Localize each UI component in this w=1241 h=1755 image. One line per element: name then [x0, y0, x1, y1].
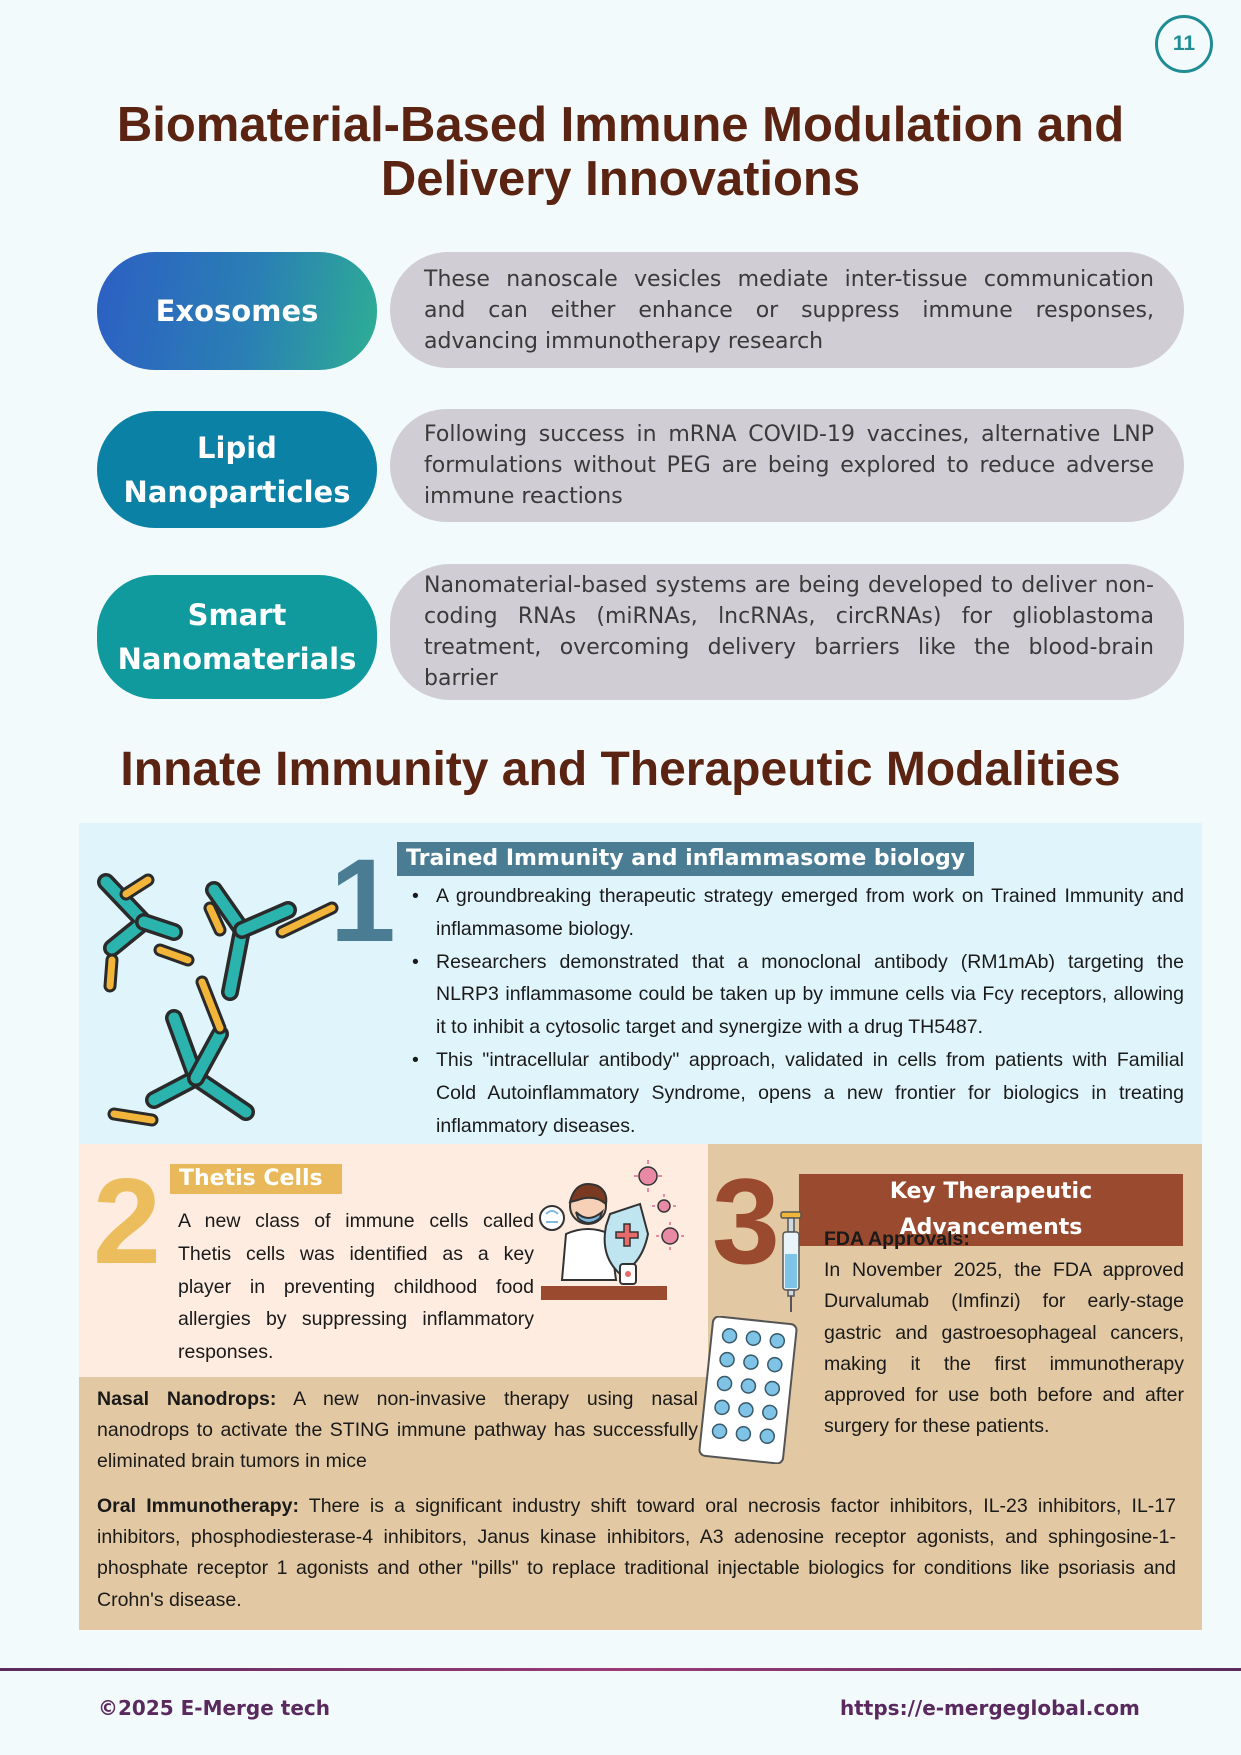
pill-blister-icon: [694, 1316, 802, 1464]
section-number-2: 2: [93, 1153, 161, 1289]
doctor-shield-illustration: [536, 1156, 686, 1306]
trained-immunity-tag: Trained Immunity and inflammasome biology: [397, 842, 974, 876]
list-item: • Researchers demonstrated that a monoclonal antibody (RM1mAb) targeting the NLRP3 inflammasome could be taken up by immune cells via Fcy receptors, allowing it to inhibit a cytosolic target and synergize with a drug TH5487.: [410, 946, 1184, 1044]
smart-label-line1: Smart: [187, 598, 287, 632]
list-item: • A groundbreaking therapeutic strategy emerged from work on Trained Immunity and inflammasome biology.: [410, 880, 1184, 946]
fda-approvals-text: In November 2025, the FDA approved Durvalumab (Imfinzi) for early-stage gastric and gastroesophageal cancers, making it the first immunotherapy approved for use both before and after surgery for these patients.: [824, 1259, 1184, 1438]
lipid-label-line2: Nanoparticles: [123, 474, 351, 509]
lipid-label-line1: Lipid: [197, 430, 277, 465]
page-number: 11: [1155, 15, 1213, 73]
exosomes-description: [390, 252, 1184, 368]
trained-immunity-bullets: [410, 880, 1184, 1142]
oral-immunotherapy-text: There is a significant industry shift toward oral necrosis factor inhibitors, IL-23 inhibitors, IL-17 inhibitors, phosphodiesterase-4 inhibitors, Janus kinase inhibitors, A3 adenosine receptor agonists, and sphingosine-1-phosphate receptor 1 agonists and other "pills" to replace traditional injectable biologics for conditions like psoriasis and Crohn's disease.: [97, 1495, 1176, 1611]
virus-icon: [639, 1167, 657, 1185]
list-item: • This "intracellular antibody" approach, validated in cells from patients with Familial Cold Autoinflammatory Syndrome, opens a new frontier for biologics in treating inflammatory diseases.: [410, 1044, 1184, 1142]
smart-nanomaterials-label: [97, 575, 377, 699]
nasal-nanodrops-heading: Nasal Nanodrops:: [97, 1388, 277, 1410]
lipid-nanoparticles-description: [390, 409, 1184, 522]
thetis-cells-text: A new class of immune cells called Thetis cells was identified as a key player in preventing childhood food allergies by suppressing inflammatory responses.: [178, 1210, 534, 1364]
virus-icon: [658, 1200, 670, 1212]
footer-copyright: ©2025 E-Merge tech: [98, 1696, 330, 1720]
thetis-cells-tag: Thetis Cells: [170, 1164, 342, 1194]
smart-nanomaterials-description: [390, 564, 1184, 700]
footer-divider: [0, 1668, 1241, 1671]
lipid-nanoparticles-label: [97, 411, 377, 528]
antibody-icon: [114, 982, 246, 1120]
section-number-3: 3: [712, 1153, 780, 1289]
footer-url-link[interactable]: https://e-mergeglobal.com: [840, 1696, 1140, 1720]
antibody-illustration: [92, 868, 352, 1136]
smart-description-text: Nanomaterial-based systems are being developed to deliver non-coding RNAs (miRNAs, lncRNAs, circRNAs) for glioblastoma treatment, overcoming delivery barriers like the blood-brain barrier: [424, 573, 1154, 691]
syringe-icon: [776, 1210, 806, 1314]
exosomes-label-text: Exosomes: [155, 294, 319, 328]
oral-immunotherapy-heading: Oral Immunotherapy:: [97, 1495, 299, 1517]
fda-approvals-block: [824, 1224, 1184, 1442]
exosomes-description-text: These nanoscale vesicles mediate inter-tissue communication and can either enhance or suppress immune responses, advancing immunotherapy research: [424, 266, 1154, 354]
antibody-icon: [106, 880, 188, 986]
oral-immunotherapy-block: [97, 1491, 1176, 1616]
nasal-nanodrops-text: A new non-invasive therapy using nasal nanodrops to activate the STING immune pathway has successfully eliminated brain tumors in mice: [97, 1388, 698, 1473]
nasal-nanodrops-block: [97, 1384, 698, 1478]
virus-icon: [662, 1228, 678, 1244]
section-number-1: 1: [330, 835, 396, 967]
fda-approvals-heading: FDA Approvals:: [824, 1228, 970, 1250]
page-title: Biomaterial-Based Immune Modulation and Delivery Innovations: [116, 98, 1125, 206]
therapeutic-advancements-tag: Key Therapeutic Advancements: [799, 1174, 1183, 1246]
pedestal: [541, 1286, 667, 1300]
antibody-icon: [210, 890, 332, 992]
exosomes-label: [97, 252, 377, 370]
section-subtitle: Innate Immunity and Therapeutic Modalities: [120, 743, 1121, 796]
lipid-description-text: Following success in mRNA COVID-19 vaccines, alternative LNP formulations without PEG are being explored to reduce adverse immune reactions: [424, 422, 1154, 509]
smart-label-line2: Nanomaterials: [117, 642, 357, 676]
